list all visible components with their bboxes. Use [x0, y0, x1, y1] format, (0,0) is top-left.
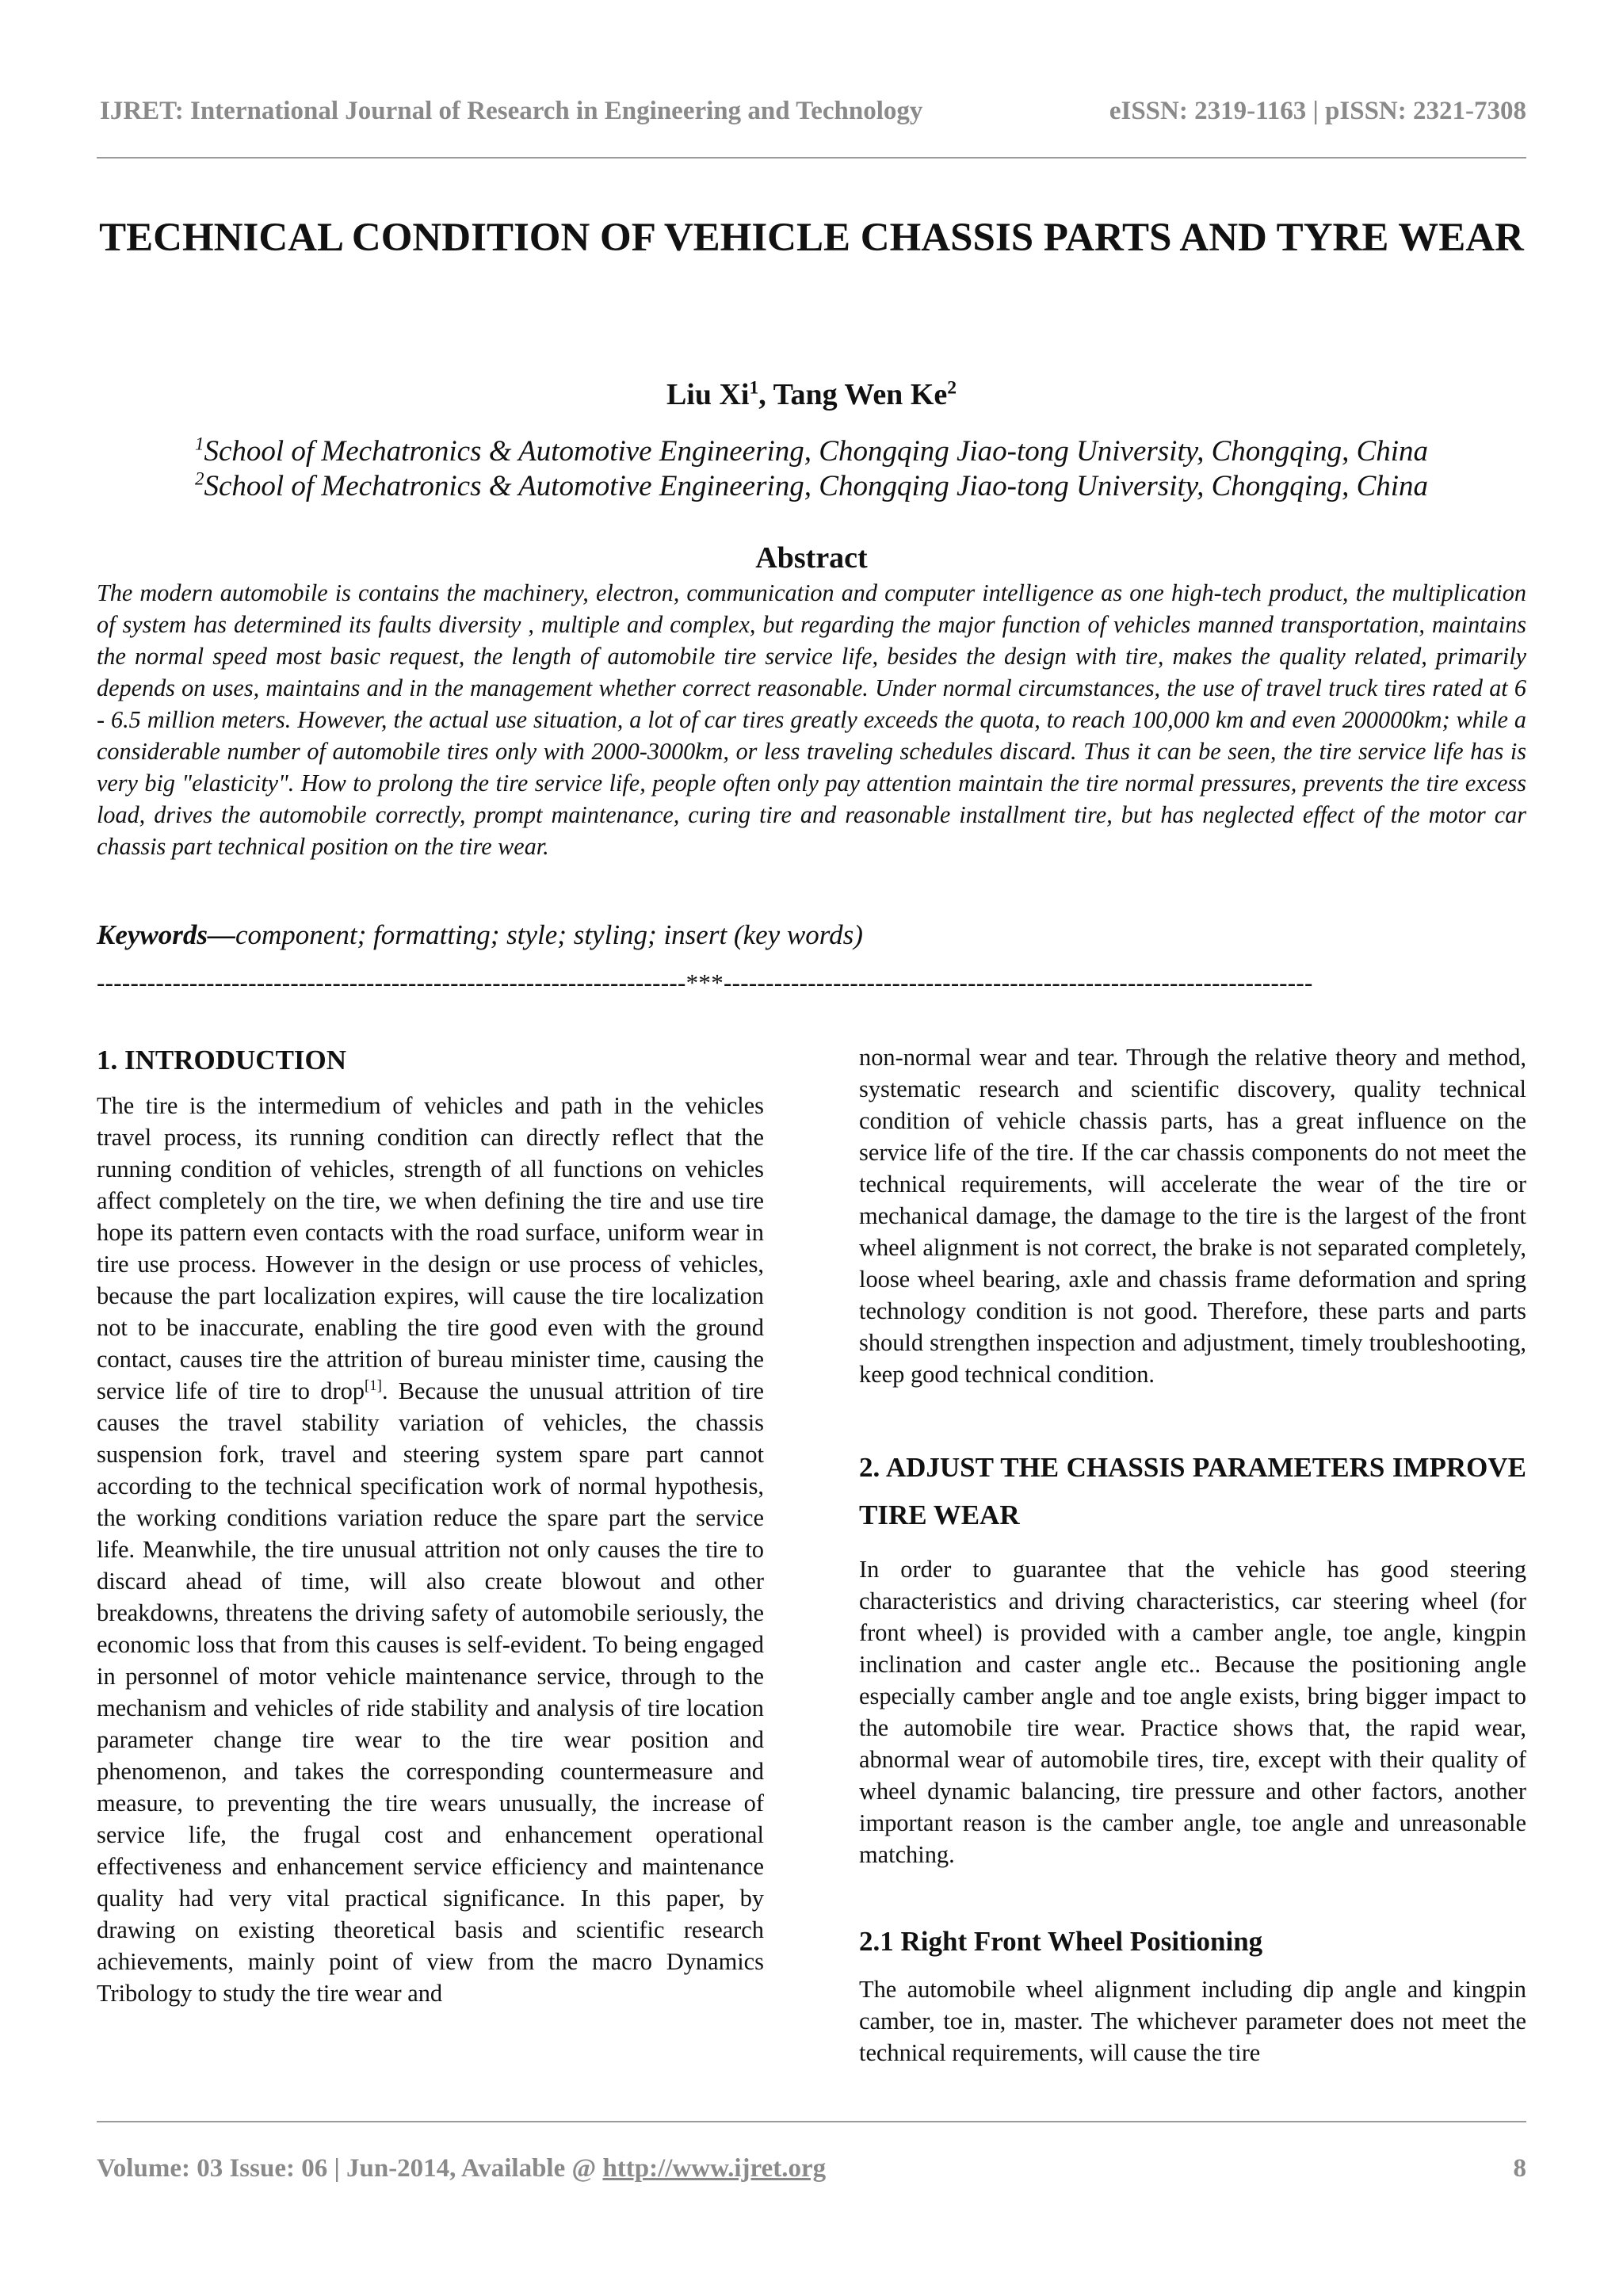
intro-paragraph-part: . Because the unusual attrition of tire causes the travel stability variation of vehicles, the chassis suspension fork, travel and steering system spare part cannot according to the technical specification work of normal hypothesis, the working conditions variation reduce the spare part the service life. Meanwhile, the tire unusual attrition not only causes the tire to discard ahead of time, will also create blowout and other breakdowns, threatens the driving safety of automobile seriously, the economic loss that from this causes is self-evident. To being engaged in personnel of motor vehicle maintenance service, through to the mechanism and vehicles of ride stability and analysis of tire location parameter change tire wear to the tire wear position and phenomenon, and takes the corresponding countermeasure and measure, to preventing the tire wears unusually, the increase of service life, the frugal cost and enhancement operational effectiveness and enhancement service efficiency and maintenance quality had very vital practical significance. In this paper, by drawing on existing theoretical basis and scientific research achievements, mainly point of view from the macro Dynamics Tribology to study the tire wear and: [97, 1377, 764, 2007]
intro-paragraph-part: The tire is the intermedium of vehicles and path in the vehicles travel process, its running condition can directly reflect that the running condition of vehicles, strength of all functions on vehicles affect completely on the tire, we when defining the tire and use tire hope its pattern even contacts with the road surface, uniform wear in tire use process. However in the design or use process of vehicles, because the part localization expires, will cause the tire localization not to be inaccurate, enabling the tire good even with the ground contact, causes tire the attrition of bureau minister time, causing the service life of tire to drop: [97, 1092, 764, 1404]
separator-line: ----------------------------------------------------------------------***----------------------------------------------------------------------: [97, 968, 1313, 996]
author-name: Tang Wen Ke: [773, 378, 948, 411]
author-sup: 1: [749, 377, 759, 399]
affiliation-2: [97, 469, 1526, 503]
affiliation-text: School of Mechatronics & Automotive Engineering, Chongqing Jiao-tong University, Chongqing, China: [204, 435, 1429, 468]
affiliation-sup: 1: [194, 434, 204, 454]
keywords-label: Keywords—: [97, 919, 235, 950]
volume-info: Volume: 03 Issue: 06 | Jun-2014, Available @: [97, 2154, 603, 2183]
journal-link[interactable]: http://www.ijret.org: [602, 2154, 827, 2183]
keywords-text: component; formatting; style; styling; insert (key words): [235, 919, 863, 950]
author-line: [97, 377, 1526, 412]
citation: [1]: [364, 1377, 382, 1394]
author-separator: ,: [758, 378, 773, 411]
section-2-1-text: The automobile wheel alignment including dip angle and kingpin camber, toe in, master. The whichever parameter does not meet the technical requirements, will cause the tire: [859, 1976, 1526, 2066]
affiliation-sup: 2: [194, 468, 204, 489]
affiliation-1: [97, 434, 1526, 468]
section-heading-2: 2. ADJUST THE CHASSIS PARAMETERS IMPROVE TIRE WEAR: [859, 1452, 1526, 1530]
paper-title: TECHNICAL CONDITION OF VEHICLE CHASSIS PARTS AND TYRE WEAR: [99, 216, 1524, 260]
section-2-text: In order to guarantee that the vehicle has good steering characteristics and driving characteristics, car steering wheel (for front wheel) is provided with a camber angle, toe angle, kingpin inclination and caster angle etc.. Because the positioning angle especially camber angle and toe angle exists, bring bigger impact to the automobile tire wear. Practice shows that, the rapid wear, abnormal wear of automobile tires, tire, except with their quality of wheel dynamic balancing, tire pressure and other factors, another important reason is the camber angle, toe angle and unreasonable matching.: [859, 1556, 1526, 1868]
introduction-text: [97, 1090, 764, 2009]
issn-info: eISSN: 2319-1163 | pISSN: 2321-7308: [1109, 97, 1526, 125]
author-name: Liu Xi: [666, 378, 750, 411]
affiliation-text: School of Mechatronics & Automotive Engineering, Chongqing Jiao-tong University, Chongqing, China: [204, 470, 1429, 502]
keywords: [97, 919, 863, 951]
section-heading-introduction: 1. INTRODUCTION: [97, 1045, 347, 1075]
abstract-text: The modern automobile is contains the machinery, electron, communication and computer intelligence as one high-tech product, the multiplication of system has determined its faults diversity , multiple and complex, but regarding the major function of vehicles manned transportation, maintains the normal speed most basic request, the length of automobile tire service life, besides the design with tire, makes the quality related, primarily depends on uses, maintains and in the management whether correct reasonable. Under normal circumstances, the use of travel truck tires rated at 6 - 6.5 million meters. However, the actual use situation, a lot of car tires greatly exceeds the quota, to reach 100,000 km and even 200000km; while a considerable number of automobile tires only with 2000-3000km, or less traveling schedules discard. Thus it can be seen, the tire service life has is very big "elasticity". How to prolong the tire service life, people often only pay attention maintain the tire normal pressures, prevents the tire excess load, drives the automobile correctly, prompt maintenance, curing tire and reasonable installment tire, but has neglected effect of the motor car chassis part technical position on the tire wear.: [97, 579, 1526, 860]
author-sup: 2: [947, 377, 957, 399]
header-rule: [97, 157, 1526, 159]
abstract-heading: Abstract: [755, 541, 868, 575]
section-heading-2-1: 2.1 Right Front Wheel Positioning: [859, 1926, 1263, 1957]
journal-name: IJRET: International Journal of Research in Engineering and Technology: [100, 97, 923, 125]
footer-rule: [97, 2121, 1526, 2122]
introduction-continued: non-normal wear and tear. Through the relative theory and method, systematic research and scientific discovery, quality technical condition of vehicle chassis parts, has a great influence on the service life of the tire. If the car chassis components do not meet the technical requirements, will accelerate the wear of the tire or mechanical damage, the damage to the tire is the largest of the front wheel alignment is not correct, the brake is not separated completely, loose wheel bearing, axle and chassis frame deformation and spring technology condition is not good. Therefore, these parts and parts should strengthen inspection and adjustment, timely troubleshooting, keep good technical condition.: [859, 1044, 1526, 1388]
page-number: 8: [1513, 2154, 1526, 2183]
footer-info: [97, 2154, 826, 2183]
